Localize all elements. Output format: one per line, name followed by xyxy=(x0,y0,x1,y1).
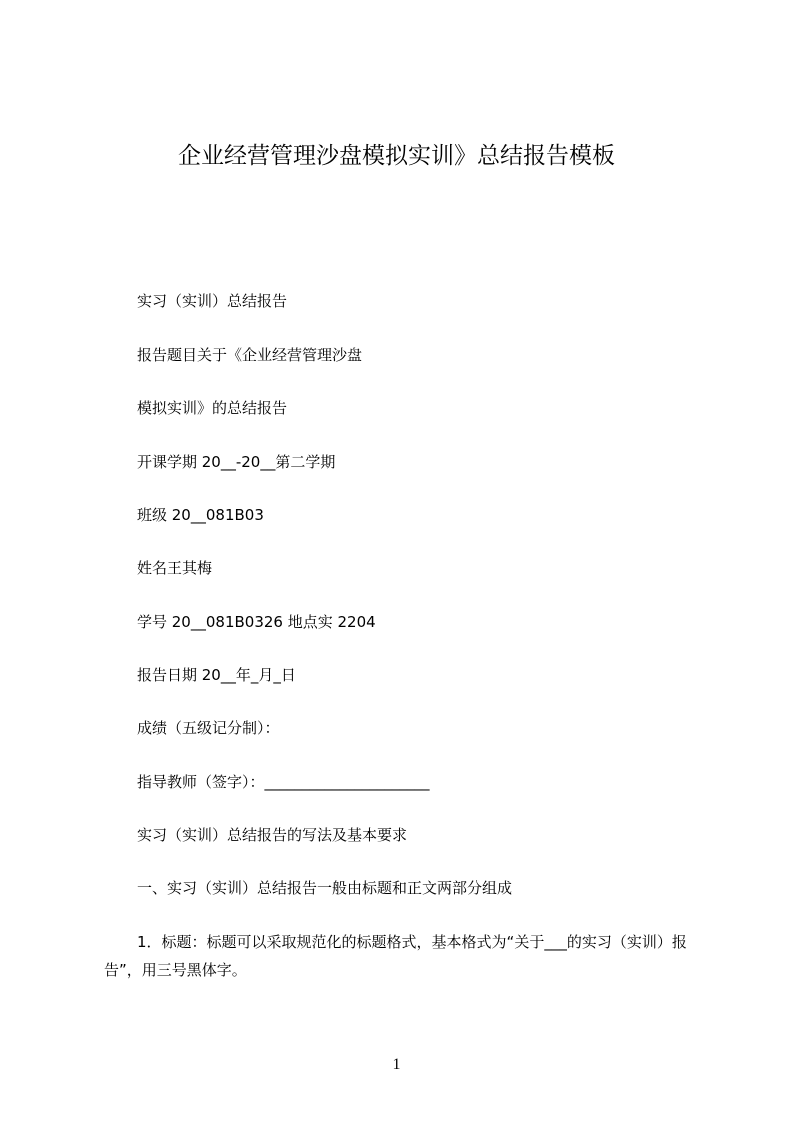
student-id-line: 学号 20__081B0326 地点实 2204 xyxy=(137,613,376,631)
paragraph-text: 1．标题：标题可以采取规范化的标题格式，基本格式为“关于___的实习（实训）报告”，用三号黑体字。 xyxy=(104,933,687,979)
document-title: 企业经营管理沙盘模拟实训》总结报告模板 xyxy=(178,143,615,169)
class-line: 班级 20__081B03 xyxy=(137,506,264,524)
report-heading: 实习（实训）总结报告 xyxy=(137,292,288,310)
report-topic-line-2: 模拟实训》的总结报告 xyxy=(137,399,288,417)
report-topic-line-1: 报告题目关于《企业经营管理沙盘 xyxy=(137,346,363,364)
section-heading-requirements: 实习（实训）总结报告的写法及基本要求 xyxy=(137,826,408,844)
supervisor-signature-line: 指导教师（签字）：______________________ xyxy=(137,773,430,791)
title-format-paragraph xyxy=(104,928,724,984)
section-heading-one: 一、实习（实训）总结报告一般由标题和正文两部分组成 xyxy=(137,879,513,897)
semester-line: 开课学期 20__-20__第二学期 xyxy=(137,453,336,471)
grade-line: 成绩（五级记分制）： xyxy=(137,719,280,737)
name-line: 姓名王其梅 xyxy=(137,559,213,577)
page-number: 1 xyxy=(392,1056,401,1073)
report-date-line: 报告日期 20__年_月_日 xyxy=(137,666,296,684)
